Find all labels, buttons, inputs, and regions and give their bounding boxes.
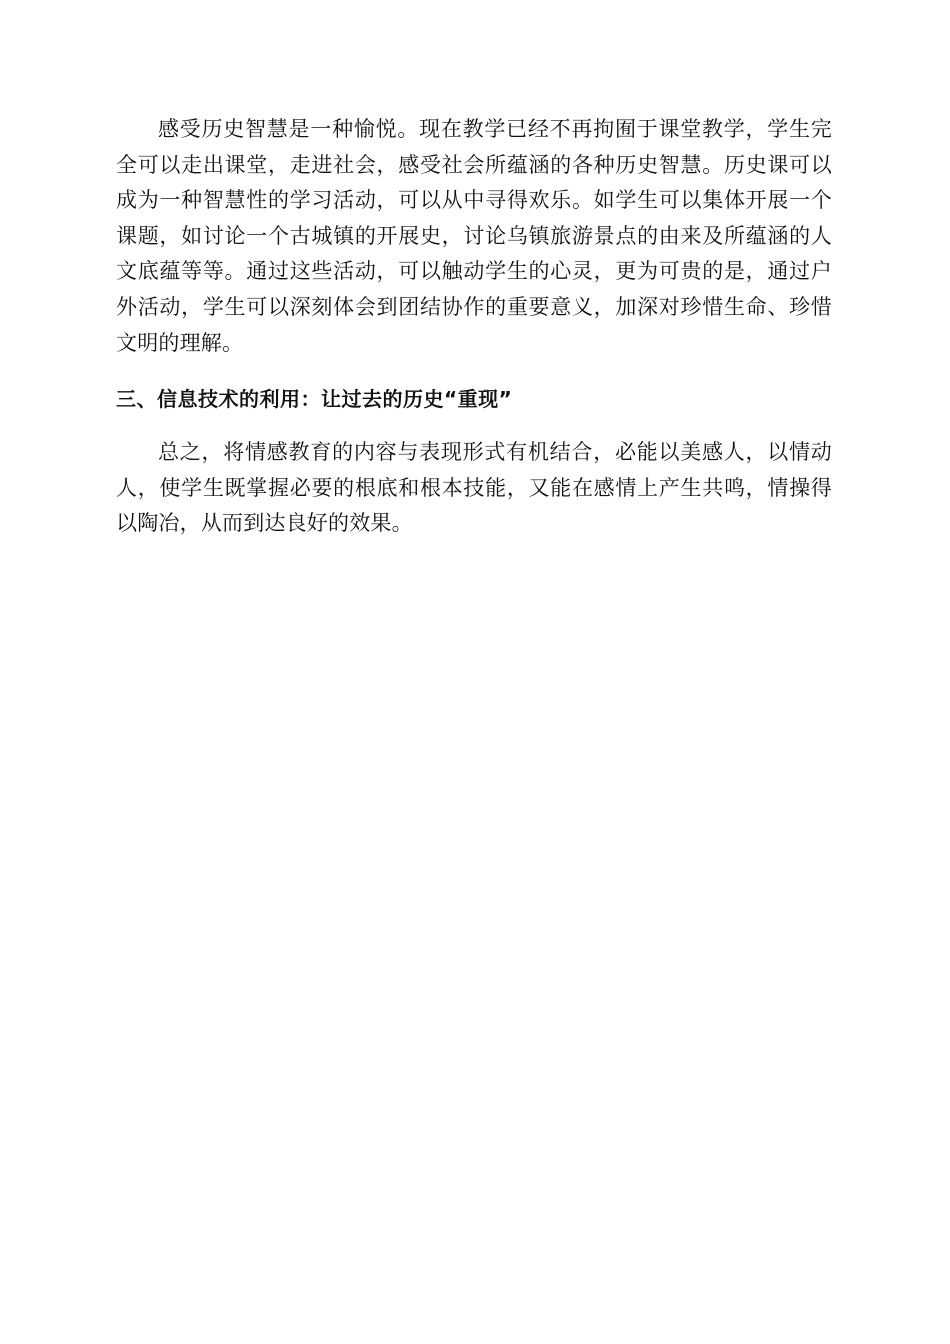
paragraph-conclusion: 总之，将情感教育的内容与表现形式有机结合，必能以美感人，以情动人，使学生既掌握必要的根底和根本技能，又能在感情上产生共鸣，情操得以陶冶，从而到达良好的效果。 xyxy=(116,440,832,536)
paragraph-history-wisdom: 感受历史智慧是一种愉悦。现在教学已经不再拘囿于课堂教学，学生完全可以走出课堂，走进社会，感受社会所蕴涵的各种历史智慧。历史课可以成为一种智慧性的学习活动，可以从中寻得欢乐。如学生可以集体开展一个课题，如讨论一个古城镇的开展史，讨论乌镇旅游景点的由来及所蕴涵的人文底蕴等等。通过这些活动，可以触动学生的心灵，更为可贵的是，通过户外活动，学生可以深刻体会到团结协作的重要意义，加深对珍惜生命、珍惜文明的理解。 xyxy=(116,117,832,355)
section-heading-information-technology: 三、信息技术的利用：让过去的历史“重现” xyxy=(116,387,513,412)
document-body xyxy=(116,112,832,542)
